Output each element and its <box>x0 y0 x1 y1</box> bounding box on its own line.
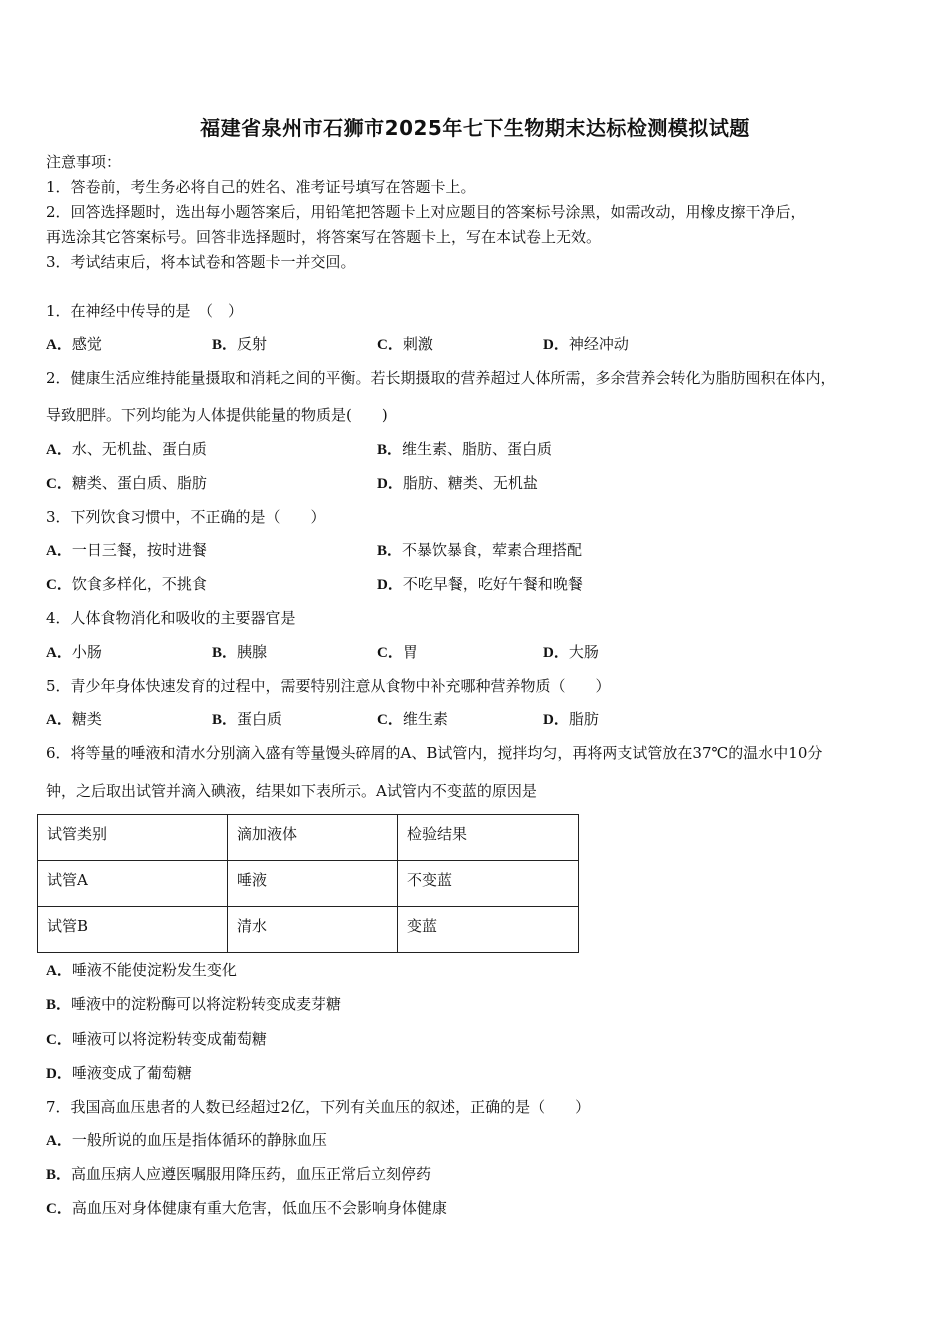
q6-option-b: B．唾液中的淀粉酶可以将淀粉转变成麦芽糖 <box>46 995 342 1013</box>
q7-option-b: B．高血压病人应遵医嘱服用降压药，血压正常后立刻停药 <box>46 1165 432 1183</box>
q4-option-a: A．小肠 <box>46 643 102 661</box>
question-3-stem: 3．下列饮食习惯中，不正确的是（ ） <box>46 508 326 526</box>
q4-option-d: D．大肠 <box>543 643 599 661</box>
note-item: 2．回答选择题时，选出每小题答案后，用铅笔把答题卡上对应题目的答案标号涂黑，如需改动，用橡皮擦干净后， <box>46 203 806 221</box>
q1-option-c: C．刺激 <box>377 335 433 353</box>
q2-option-a: A．水、无机盐、蛋白质 <box>46 440 207 458</box>
page-title: 福建省泉州市石狮市2025年七下生物期末达标检测模拟试题 <box>200 116 750 140</box>
q5-option-b: B．蛋白质 <box>212 710 283 728</box>
q6-option-a: A．唾液不能使淀粉发生变化 <box>46 961 237 979</box>
table-cell: 试管B <box>38 907 228 953</box>
q2-option-b: B．维生素、脂肪、蛋白质 <box>377 440 553 458</box>
q3-option-d: D．不吃早餐，吃好午餐和晚餐 <box>377 575 583 593</box>
notes-heading: 注意事项： <box>46 153 122 171</box>
q1-option-d: D．神经冲动 <box>543 335 629 353</box>
q4-option-c: C．胃 <box>377 643 418 661</box>
q3-option-a: A．一日三餐，按时进餐 <box>46 541 207 559</box>
note-item: 3．考试结束后，将本试卷和答题卡一并交回。 <box>46 253 356 271</box>
q5-option-c: C．维生素 <box>377 710 448 728</box>
question-5-stem: 5．青少年身体快速发育的过程中，需要特别注意从食物中补充哪种营养物质（ ） <box>46 677 611 695</box>
note-item: 1．答卷前，考生务必将自己的姓名、准考证号填写在答题卡上。 <box>46 178 476 196</box>
q4-option-b: B．胰腺 <box>212 643 268 661</box>
table-cell: 变蓝 <box>398 907 579 953</box>
q2-option-d: D．脂肪、糖类、无机盐 <box>377 474 538 492</box>
q7-option-c: C．高血压对身体健康有重大危害，低血压不会影响身体健康 <box>46 1199 447 1217</box>
q6-option-d: D．唾液变成了葡萄糖 <box>46 1064 192 1082</box>
question-2-stem: 2．健康生活应维持能量摄取和消耗之间的平衡。若长期摄取的营养超过人体所需，多余营养会转化为脂肪囤积在体内， <box>46 369 836 387</box>
table-cell: 不变蓝 <box>398 861 579 907</box>
q5-option-d: D．脂肪 <box>543 710 599 728</box>
table-cell: 清水 <box>228 907 398 953</box>
q6-option-c: C．唾液可以将淀粉转变成葡萄糖 <box>46 1030 267 1048</box>
question-6-stem-cont: 钟，之后取出试管并滴入碘液，结果如下表所示。A试管内不变蓝的原因是 <box>46 782 537 800</box>
question-4-stem: 4．人体食物消化和吸收的主要器官是 <box>46 609 296 627</box>
q2-option-c: C．糖类、蛋白质、脂肪 <box>46 474 207 492</box>
q5-option-a: A．糖类 <box>46 710 102 728</box>
q7-option-a: A．一般所说的血压是指体循环的静脉血压 <box>46 1131 327 1149</box>
question-7-stem: 7．我国高血压患者的人数已经超过2亿，下列有关血压的叙述，正确的是（ ） <box>46 1098 591 1116</box>
q3-option-c: C．饮食多样化，不挑食 <box>46 575 207 593</box>
note-item: 再选涂其它答案标号。回答非选择题时，将答案写在答题卡上，写在本试卷上无效。 <box>46 228 602 246</box>
table-row <box>38 907 579 953</box>
question-2-stem-cont: 导致肥胖。下列均能为人体提供能量的物质是( ) <box>46 406 388 424</box>
q1-option-b: B．反射 <box>212 335 268 353</box>
table-header-cell: 试管类别 <box>38 815 228 861</box>
results-table <box>37 814 579 953</box>
question-1-stem: 1．在神经中传导的是 （ ） <box>46 302 244 320</box>
q3-option-b: B．不暴饮暴食，荤素合理搭配 <box>377 541 583 559</box>
table-header-cell: 检验结果 <box>398 815 579 861</box>
table-header-row <box>38 815 579 861</box>
question-6-stem: 6．将等量的唾液和清水分别滴入盛有等量馒头碎屑的A、B试管内，搅拌均匀，再将两支试管放在37℃的温水中10分 <box>46 744 823 762</box>
table-cell: 唾液 <box>228 861 398 907</box>
q1-option-a: A．感觉 <box>46 335 102 353</box>
table-row <box>38 861 579 907</box>
table-header-cell: 滴加液体 <box>228 815 398 861</box>
table-cell: 试管A <box>38 861 228 907</box>
